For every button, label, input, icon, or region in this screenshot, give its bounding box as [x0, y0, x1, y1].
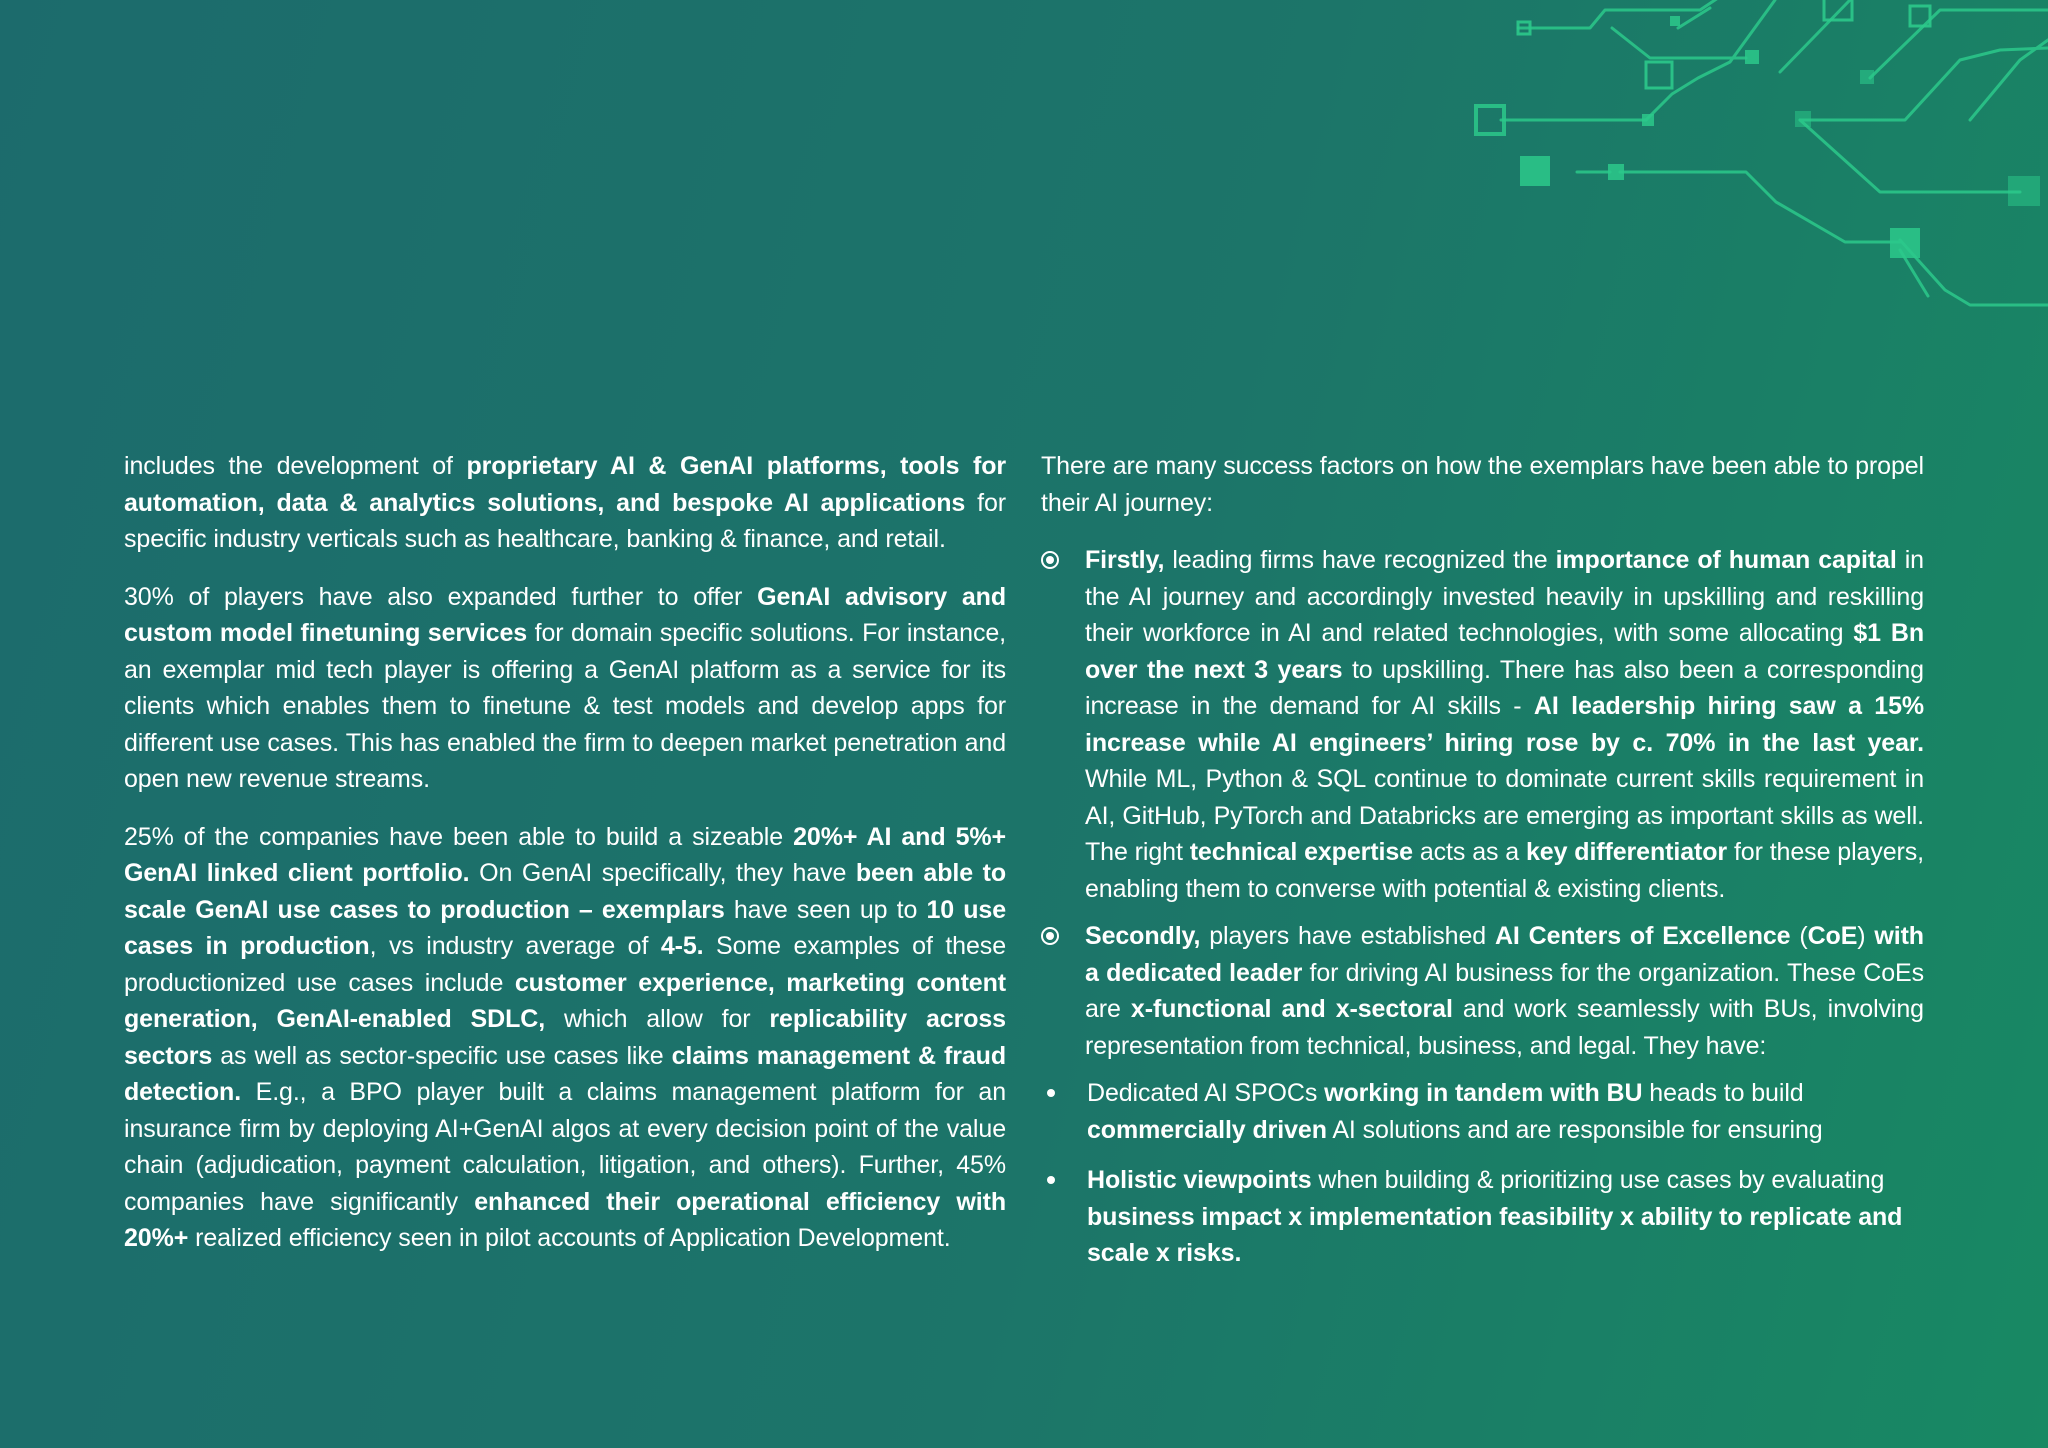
- text-run: in the AI journey and accordingly invested heavily in upskilling and reskilling their workforce in AI and related technologies, with some allocating: [1085, 546, 1924, 647]
- text-run: which allow for: [545, 1005, 770, 1033]
- page-content: [124, 448, 1924, 1368]
- text-run: for driving AI business for the organization. These CoEs are: [1085, 958, 1924, 1023]
- text-run: for domain specific solutions. For instance, an exemplar mid tech player is offering a GenAI platform as a service for its clients which enables them to finetune & test models and develop apps for different use cases. This has enabled the firm to deepen market penetration and open new revenue streams.: [124, 619, 1006, 793]
- circle-bullet-icon: [1041, 927, 1059, 945]
- circuit-board-icon: [1380, 0, 2048, 320]
- bold-text-run: key differentiator: [1525, 838, 1728, 866]
- left-column: [124, 448, 1006, 1278]
- sub-bullet-item: [1041, 1162, 1924, 1272]
- bold-text-run: Secondly,: [1085, 922, 1201, 950]
- dot-bullet-icon: [1047, 1089, 1055, 1097]
- text-run: 25% of the companies have been able to build a sizeable: [124, 822, 794, 851]
- circle-bullet-icon: [1041, 551, 1059, 569]
- intro-paragraph: [1041, 448, 1924, 521]
- bold-text-run: been able to scale GenAI use cases to production – exemplars: [124, 859, 1006, 924]
- text-run: , vs industry average of: [369, 932, 661, 960]
- text-run: for these players, enabling them to converse with potential & existing clients.: [1085, 838, 1924, 903]
- bold-text-run: business impact x implementation feasibility x ability to replicate and scale x risks.: [1087, 1202, 1903, 1267]
- bold-text-run: enhanced their operational efficiency with 20%+: [124, 1187, 1006, 1252]
- text-run: E.g., a BPO player built a claims management platform for an insurance firm by deploying AI+GenAI algos at every decision point of the value chain (adjudication, payment calculation, litigation, and others). Further, 45% companies have significantly: [124, 1078, 1006, 1216]
- text-run: includes the development of: [124, 452, 467, 480]
- bold-text-run: with a dedicated leader: [1085, 922, 1924, 987]
- bold-text-run: proprietary AI & GenAI platforms, tools for automation, data & analytics solutions, and bespoke AI applications: [124, 452, 1006, 517]
- paragraph: [124, 819, 1006, 1257]
- bold-text-run: Firstly,: [1085, 546, 1165, 574]
- text-run: 30% of players have also expanded further to offer: [124, 582, 758, 611]
- bold-text-run: 10 use cases in production: [124, 895, 1006, 960]
- bold-text-run: Holistic viewpoints: [1087, 1166, 1312, 1194]
- text-run: AI solutions and are responsible for ensuring: [1326, 1115, 1823, 1144]
- dot-bullet-icon: [1047, 1176, 1055, 1184]
- bullet-item: [1041, 918, 1924, 1064]
- text-run: and work seamlessly with BUs, involving representation from technical, business, and legal. They have:: [1085, 995, 1924, 1060]
- paragraph: [124, 448, 1006, 558]
- bold-text-run: AI leadership hiring saw a 15% increase while AI engineers’ hiring rose by c. 70% in the last year.: [1085, 692, 1925, 757]
- text-run: leading firms have recognized the: [1164, 546, 1556, 574]
- bold-text-run: claims management & fraud detection.: [124, 1041, 1006, 1106]
- text-run: for specific industry verticals such as healthcare, banking & finance, and retail.: [124, 488, 1006, 553]
- text-run: Dedicated AI SPOCs: [1087, 1079, 1325, 1107]
- bold-text-run: CoE: [1807, 922, 1858, 950]
- right-column: [1041, 448, 1924, 1286]
- text-run: realized efficiency seen in pilot accounts of Application Development.: [188, 1224, 951, 1252]
- bold-text-run: $1 Bn over the next 3 years: [1085, 619, 1924, 684]
- bold-text-run: GenAI advisory and custom model finetuning services: [124, 582, 1006, 647]
- bullet-text: [1085, 918, 1924, 1064]
- text-run: players have established: [1200, 922, 1495, 950]
- bullet-item: [1041, 542, 1924, 907]
- text-run: ): [1857, 922, 1875, 950]
- bold-text-run: x-functional and x-sectoral: [1130, 995, 1453, 1023]
- bold-text-run: 20%+ AI and 5%+ GenAI linked client portfolio.: [124, 822, 1006, 887]
- paragraph: [124, 579, 1006, 798]
- bold-text-run: AI Centers of Excellence: [1494, 922, 1791, 950]
- bold-text-run: working in tandem with BU: [1324, 1079, 1643, 1107]
- text-run: acts as a: [1412, 838, 1526, 866]
- bold-text-run: importance of human capital: [1555, 546, 1897, 574]
- text-run: have seen up to: [724, 895, 927, 924]
- sub-bullet-text: [1087, 1162, 1924, 1272]
- text-run: (: [1790, 922, 1808, 950]
- bold-text-run: 4-5.: [660, 932, 704, 960]
- sub-bullet-list: [1041, 1075, 1924, 1272]
- sub-bullet-item: [1041, 1075, 1924, 1148]
- text-run: There are many success factors on how the exemplars have been able to propel their AI journey:: [1041, 452, 1924, 517]
- text-run: as well as sector-specific use cases like: [212, 1041, 672, 1070]
- text-run: Some examples of these productionized use cases include: [124, 932, 1006, 997]
- text-run: While ML, Python & SQL continue to dominate current skills requirement in AI, GitHub, PyTorch and Databricks are emerging as important skills as well. The right: [1085, 765, 1924, 866]
- text-run: when building & prioritizing use cases by evaluating: [1311, 1166, 1885, 1194]
- text-run: On GenAI specifically, they have: [469, 859, 856, 887]
- bold-text-run: technical expertise: [1189, 838, 1413, 866]
- text-run: heads to build: [1642, 1079, 1804, 1107]
- bold-text-run: customer experience, marketing content generation, GenAI-enabled SDLC,: [124, 968, 1006, 1033]
- sub-bullet-text: [1087, 1075, 1924, 1148]
- text-run: to upskilling. There has also been a corresponding increase in the demand for AI skills -: [1085, 655, 1924, 720]
- bold-text-run: commercially driven: [1087, 1115, 1327, 1144]
- bullet-text: [1085, 542, 1924, 907]
- bold-text-run: replicability across sectors: [124, 1005, 1006, 1070]
